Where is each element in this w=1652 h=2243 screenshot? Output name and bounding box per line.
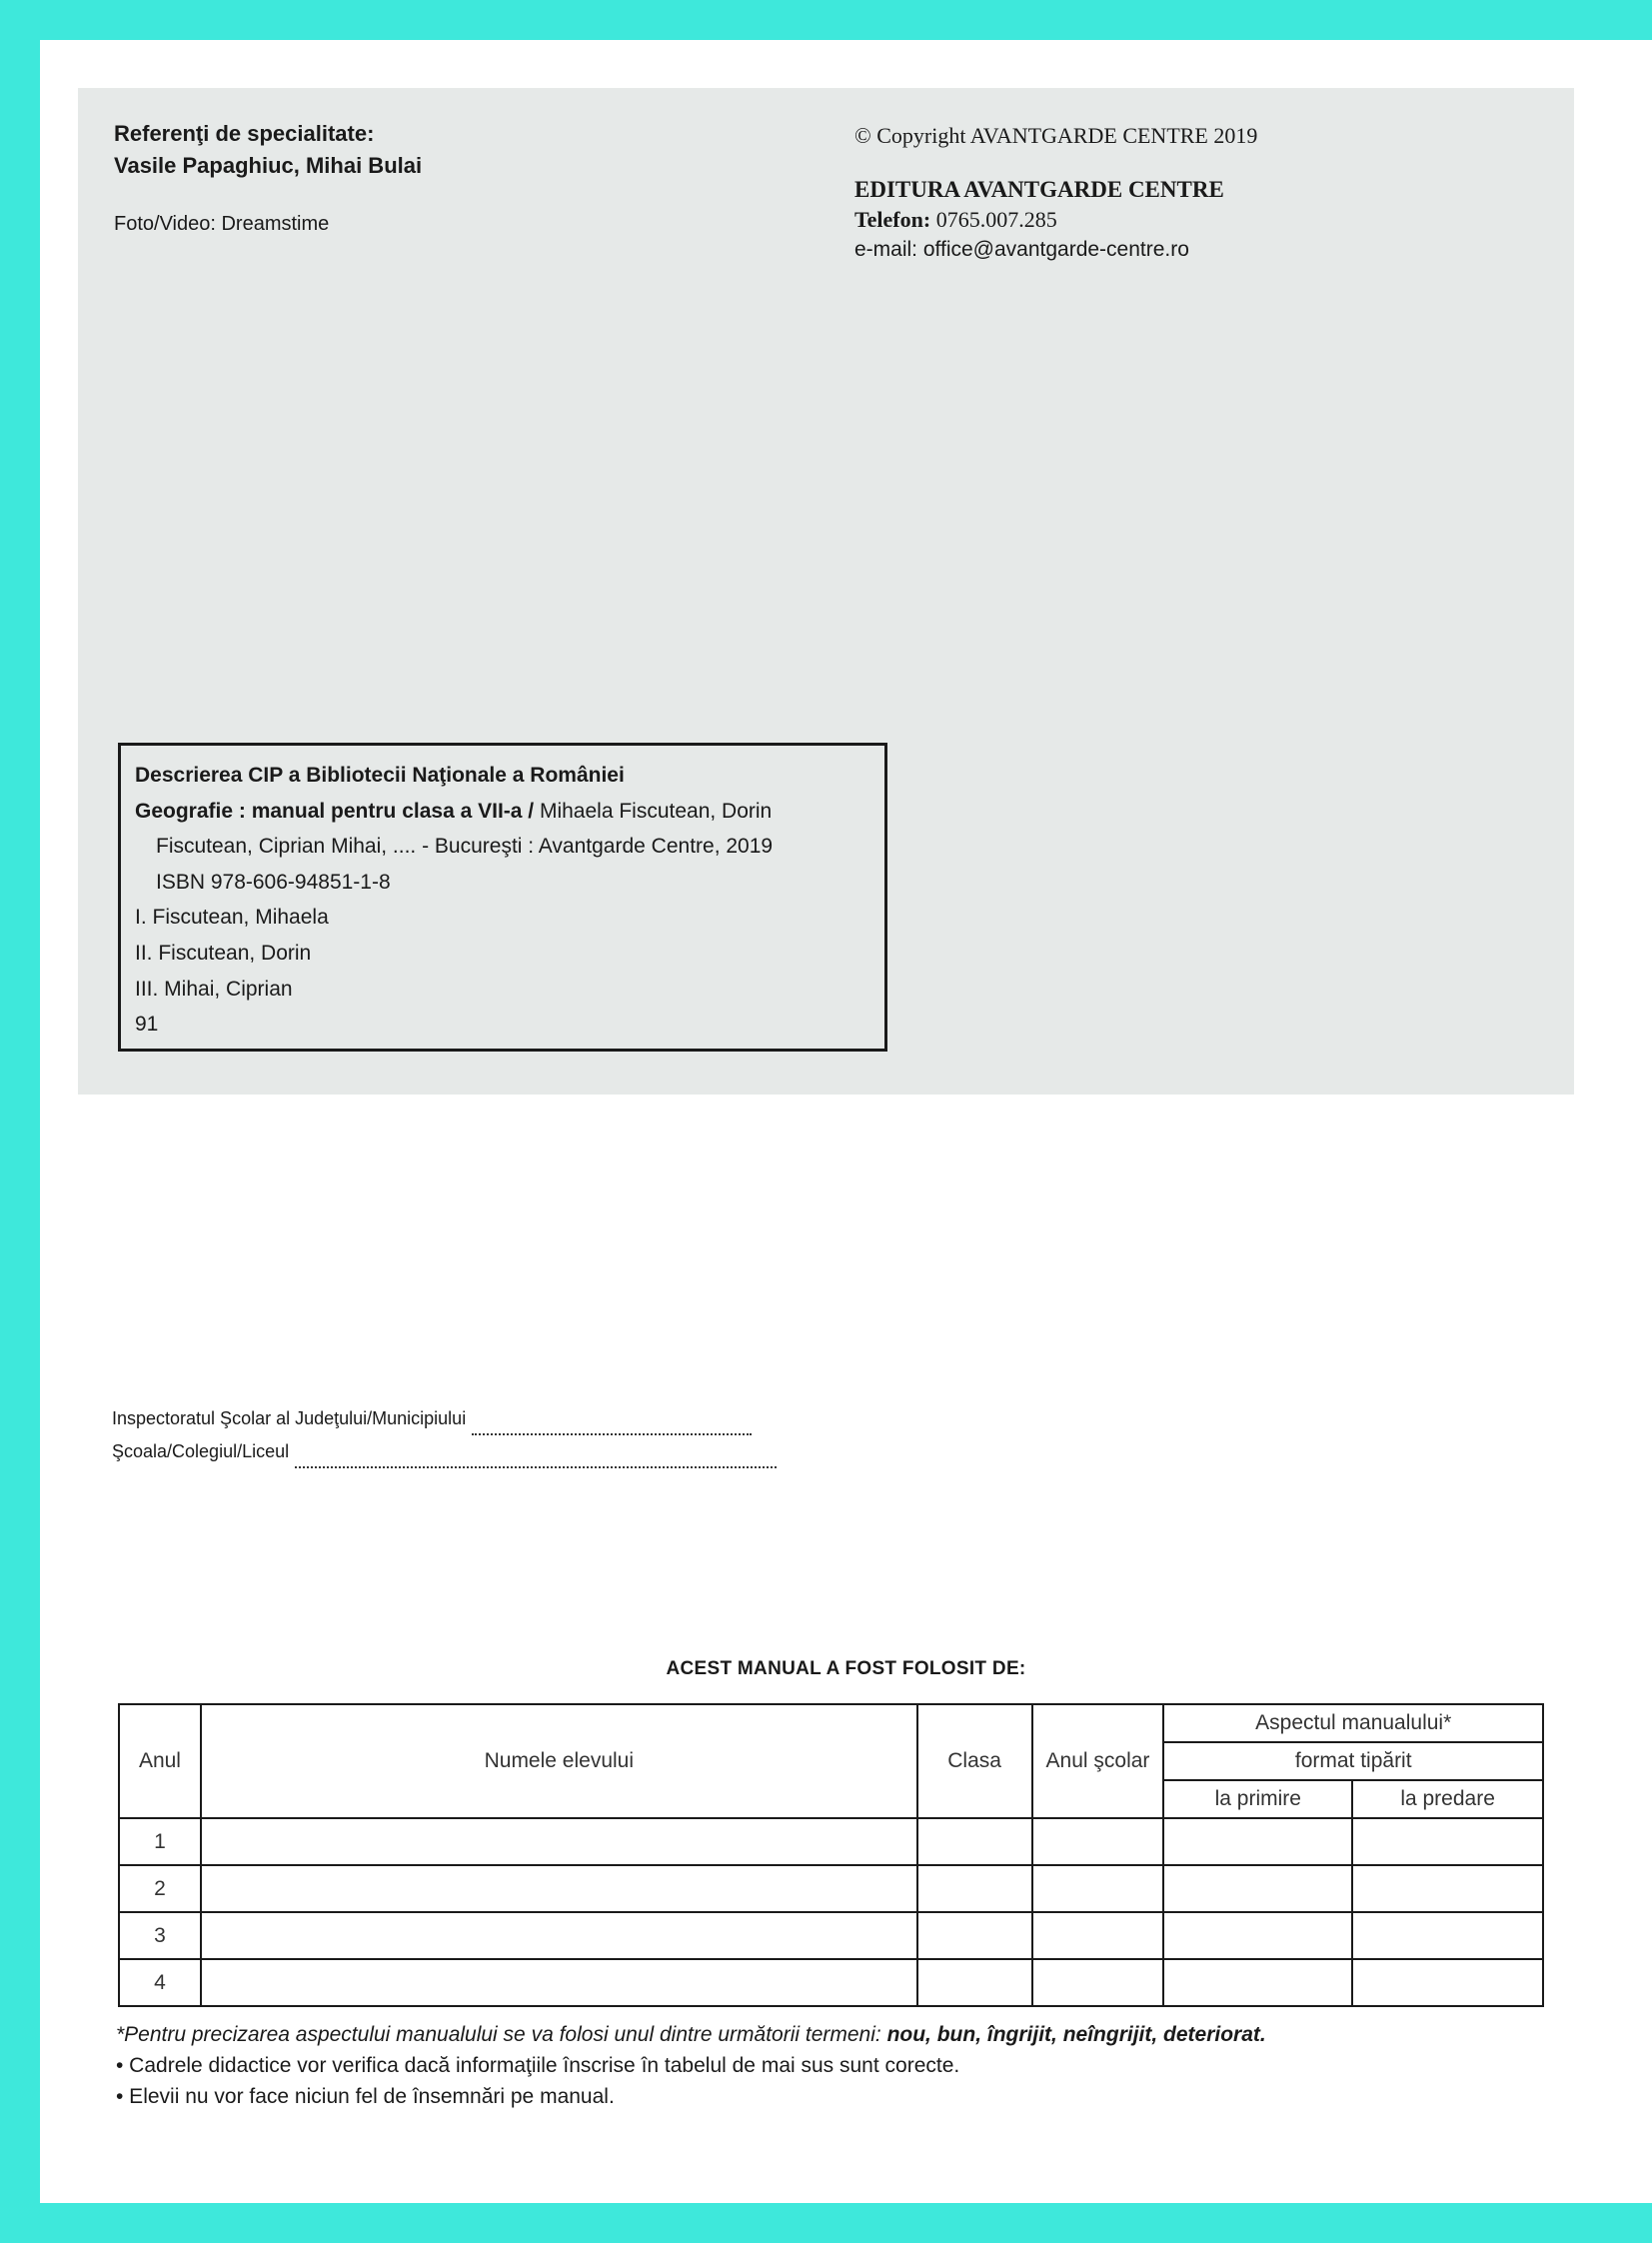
usage-table <box>118 1703 1544 2007</box>
cell-school-year[interactable] <box>1032 1959 1164 2006</box>
cell-received[interactable] <box>1163 1865 1352 1912</box>
cip-entry: 91 <box>135 1013 159 1037</box>
note-bullet: • Cadrele didactice vor verifica dacă informaţiile înscrise în tabelul de mai sus sunt corecte. <box>116 2054 960 2077</box>
school-field[interactable] <box>295 1451 777 1468</box>
cell-class[interactable] <box>917 1959 1032 2006</box>
phone-label: Telefon: <box>854 207 931 232</box>
row-number: 3 <box>119 1912 201 1959</box>
header-received: la primire <box>1163 1780 1352 1818</box>
header-aspect: Aspectul manualului* <box>1163 1704 1543 1742</box>
cell-returned[interactable] <box>1352 1959 1543 2006</box>
header-student: Numele elevului <box>201 1704 917 1818</box>
school-label: Şcoala/Colegiul/Liceul <box>112 1441 290 1461</box>
table-row <box>119 1912 1543 1959</box>
cell-class[interactable] <box>917 1818 1032 1865</box>
cell-class[interactable] <box>917 1912 1032 1959</box>
inspectorate-label: Inspectoratul Şcolar al Judeţului/Municipiului <box>112 1408 467 1428</box>
cell-returned[interactable] <box>1352 1912 1543 1959</box>
header-class: Clasa <box>917 1704 1032 1818</box>
table-title: ACEST MANUAL A FOST FOLOSIT DE: <box>666 1658 1026 1679</box>
cell-student[interactable] <box>201 1959 917 2006</box>
cip-heading: Descrierea CIP a Bibliotecii Naţionale a României <box>135 764 625 787</box>
row-number: 4 <box>119 1959 201 2006</box>
cell-returned[interactable] <box>1352 1865 1543 1912</box>
cell-student[interactable] <box>201 1818 917 1865</box>
header-format: format tipărit <box>1163 1742 1543 1780</box>
school-form <box>112 1402 777 1468</box>
photo-credit: Foto/Video: Dreamstime <box>114 213 330 235</box>
cip-entry: I. Fiscutean, Mihaela <box>135 906 329 930</box>
cip-isbn: ISBN 978-606-94851-1-8 <box>156 870 391 894</box>
cip-title-bold: Geografie : manual pentru clasa a VII-a / <box>135 799 535 823</box>
publisher-email: e-mail: office@avantgarde-centre.ro <box>854 238 1189 261</box>
copyright-line: © Copyright AVANTGARDE CENTRE 2019 <box>854 123 1258 148</box>
cip-entry: III. Mihai, Ciprian <box>135 977 293 1001</box>
cell-returned[interactable] <box>1352 1818 1543 1865</box>
row-number: 1 <box>119 1818 201 1865</box>
referents-names: Vasile Papaghiuc, Mihai Bulai <box>114 153 423 178</box>
footnote-terms: nou, bun, îngrijit, neîngrijit, deteriorat. <box>886 2023 1266 2046</box>
inspectorate-field[interactable] <box>472 1418 752 1435</box>
cell-school-year[interactable] <box>1032 1912 1164 1959</box>
referents-block <box>114 118 422 182</box>
footnote <box>116 2019 1266 2050</box>
cell-student[interactable] <box>201 1912 917 1959</box>
cip-title <box>135 794 870 830</box>
notes <box>116 2019 1266 2112</box>
table-row <box>119 1959 1543 2006</box>
referents-heading: Referenţi de specialitate: <box>114 121 375 146</box>
cip-entry: II. Fiscutean, Dorin <box>135 941 312 965</box>
cell-school-year[interactable] <box>1032 1818 1164 1865</box>
cip-box <box>118 743 887 1052</box>
phone-number: 0765.007.285 <box>935 207 1057 232</box>
table-row <box>119 1818 1543 1865</box>
cell-received[interactable] <box>1163 1959 1352 2006</box>
cell-received[interactable] <box>1163 1818 1352 1865</box>
header-school-year: Anul şcolar <box>1032 1704 1164 1818</box>
cell-received[interactable] <box>1163 1912 1352 1959</box>
publisher-phone <box>854 205 1224 235</box>
publisher-block <box>854 175 1224 265</box>
page <box>40 40 1652 2203</box>
inspectorate-row <box>112 1402 777 1435</box>
publisher-name: EDITURA AVANTGARDE CENTRE <box>854 177 1224 202</box>
cell-student[interactable] <box>201 1865 917 1912</box>
cell-class[interactable] <box>917 1865 1032 1912</box>
cip-line2: Fiscutean, Ciprian Mihai, .... - Bucureşti : Avantgarde Centre, 2019 <box>156 835 774 859</box>
note-bullet: • Elevii nu vor face niciun fel de însemnări pe manual. <box>116 2085 615 2108</box>
cip-title-rest: Mihaela Fiscutean, Dorin <box>534 799 773 823</box>
header-year: Anul <box>119 1704 201 1818</box>
footnote-text: *Pentru precizarea aspectului manualului se va folosi unul dintre următorii termeni: <box>116 2023 887 2046</box>
table-row <box>119 1865 1543 1912</box>
school-row <box>112 1435 777 1468</box>
header-returned: la predare <box>1352 1780 1543 1818</box>
cell-school-year[interactable] <box>1032 1865 1164 1912</box>
row-number: 2 <box>119 1865 201 1912</box>
